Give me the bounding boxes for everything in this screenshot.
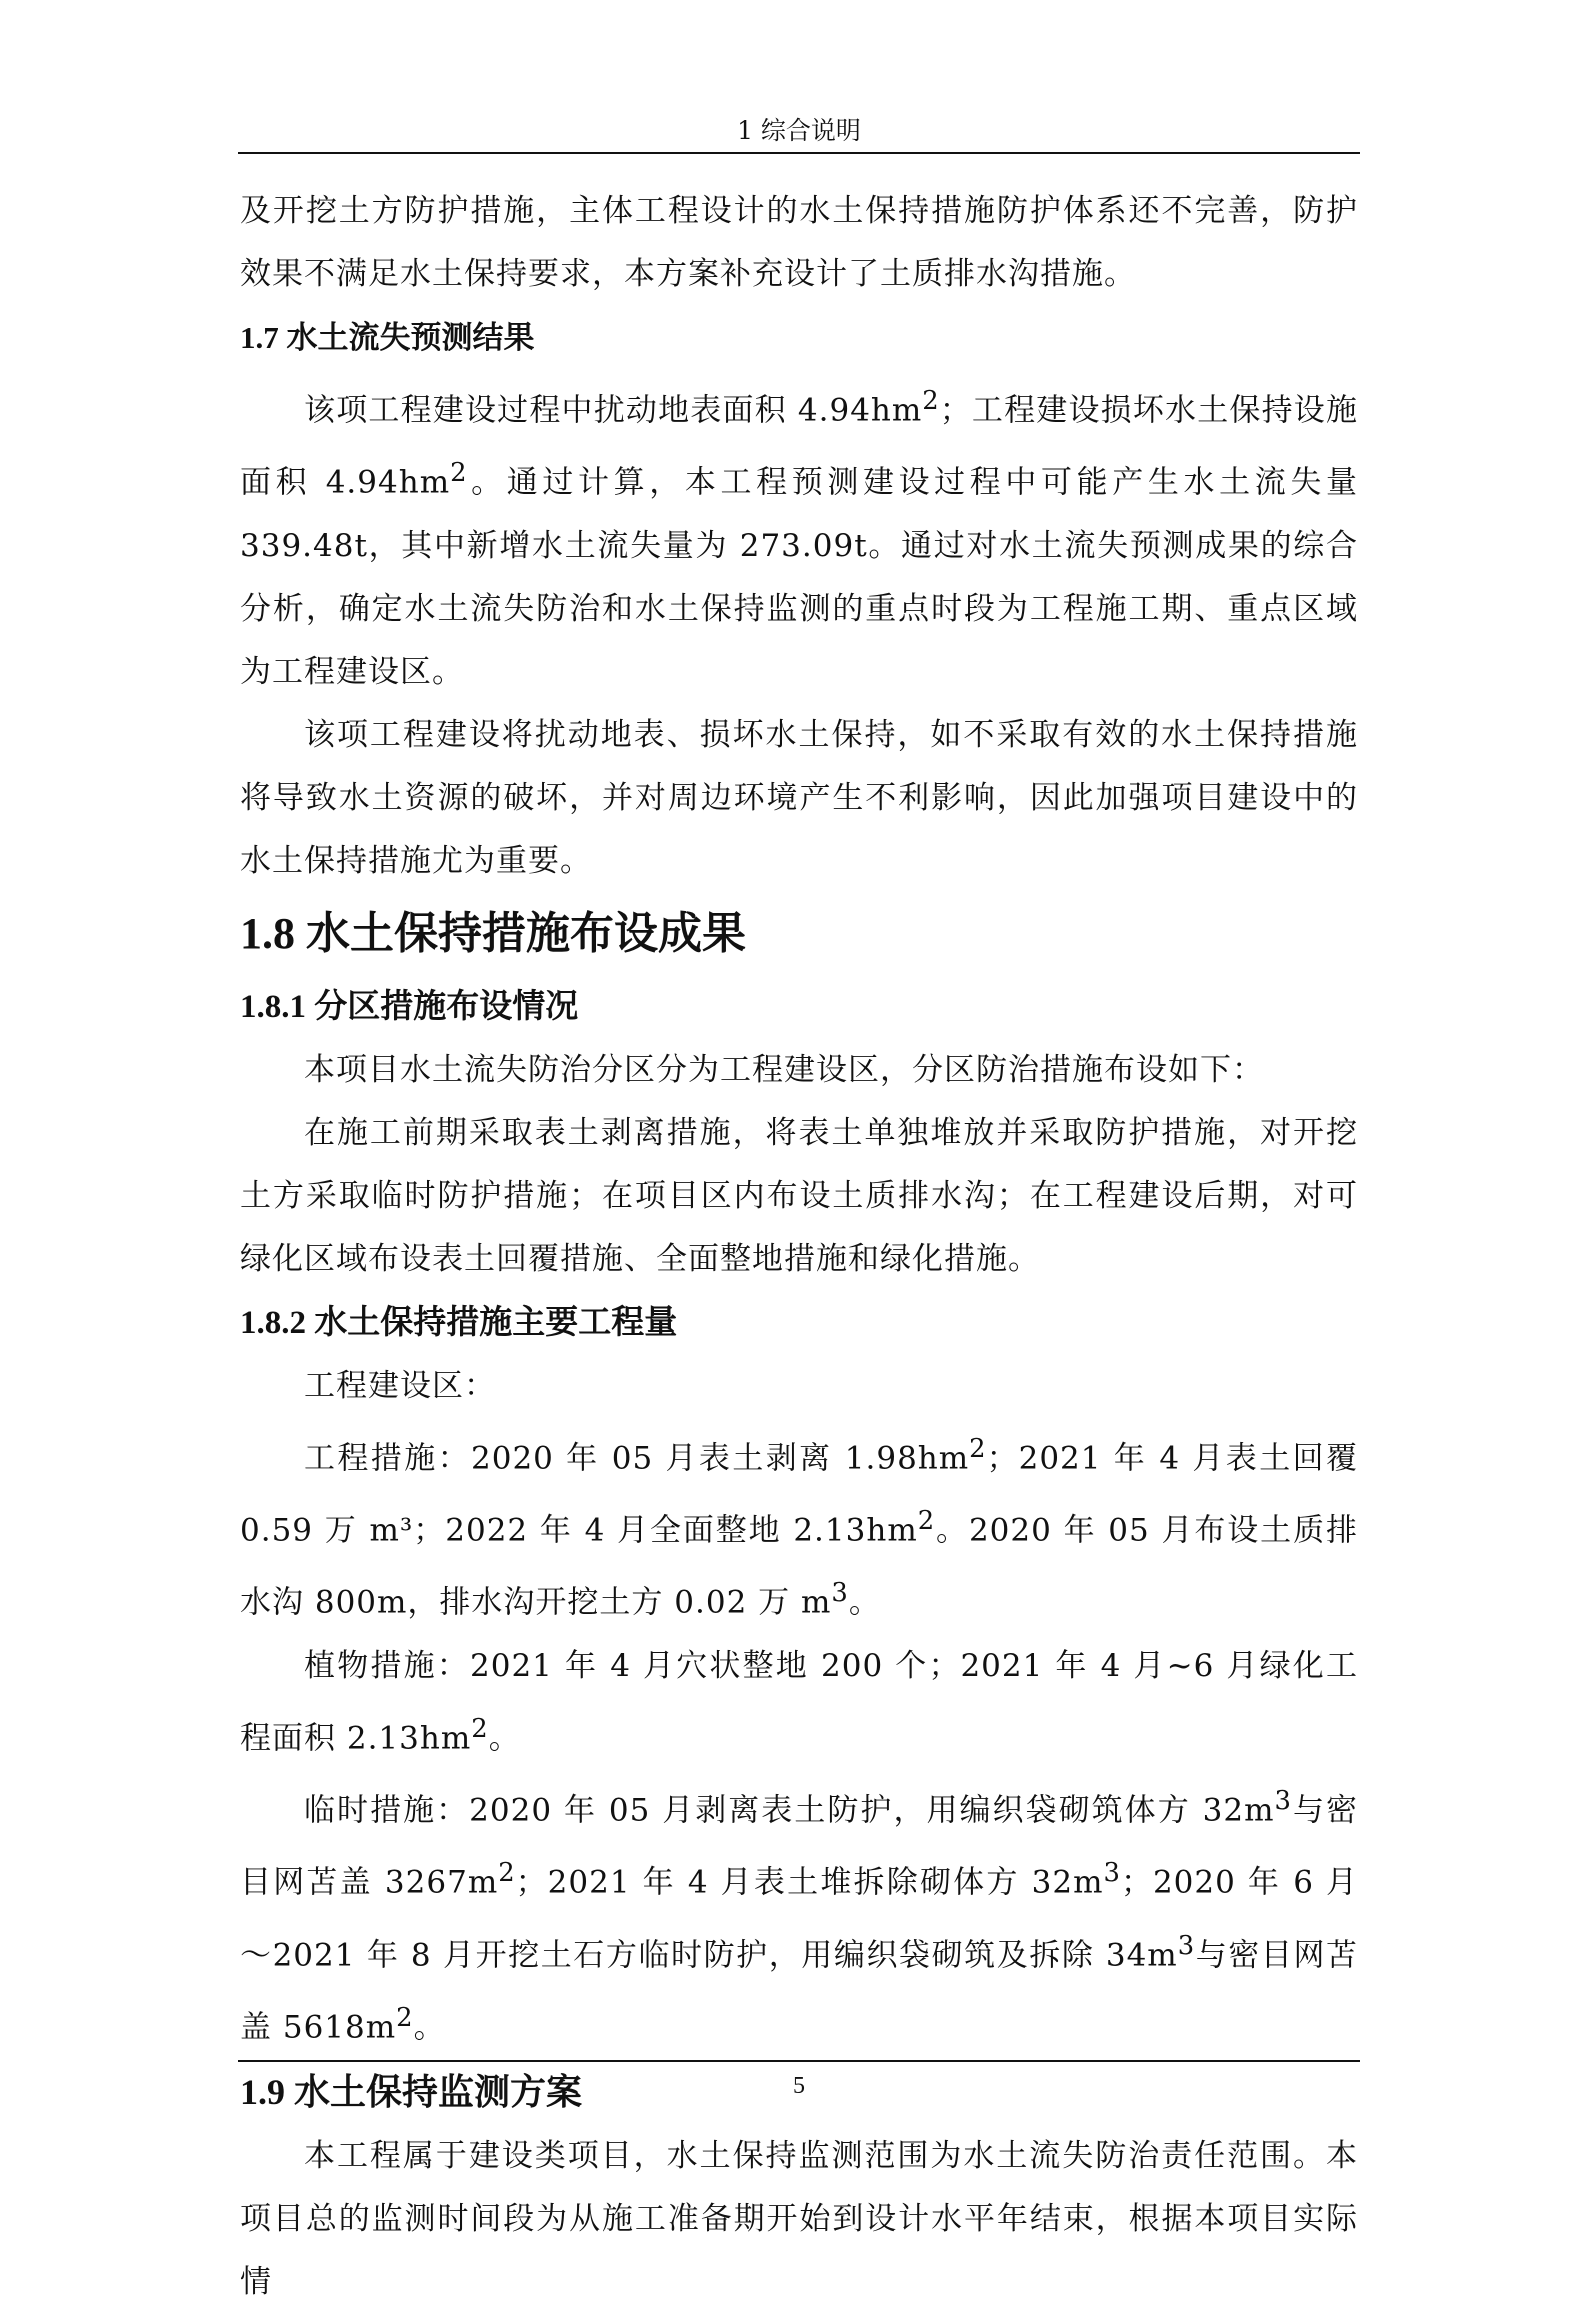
page-body: [240, 180, 1358, 2314]
paragraph-engineering-measures: [240, 1418, 1358, 1635]
text-run: 该项工程建设过程中扰动地表面积 4.94hm: [304, 392, 923, 429]
superscript: 2: [969, 1433, 987, 1464]
text-run: 植物措施：2021 年 4 月穴状整地 200 个；2021 年 4 月~6 月绿化工程面积 2.13hm: [240, 1647, 1358, 1756]
superscript: 2: [396, 2002, 414, 2033]
text-run: 工程措施：2020 年 05 月表土剥离 1.98hm: [304, 1439, 970, 1476]
paragraph-intro-continuation: 及开挖土方防护措施，主体工程设计的水土保持措施防护体系还不完善，防护效果不满足水土保持要求，本方案补充设计了土质排水沟措施。: [240, 193, 1358, 292]
text-run: 与密目网苫盖 5618m: [240, 1936, 1359, 2046]
page-number: 5: [793, 2073, 805, 2099]
superscript: 3: [831, 1578, 849, 1609]
heading-1-8: 1.8 水土保持措施布设成果: [240, 908, 746, 958]
text-run: 。2020 年 05 月布设土质排水沟 800m，排水沟开挖土方 0.02 万 m: [240, 1512, 1358, 1621]
paragraph-1-7-erosion-prediction: [240, 370, 1358, 704]
superscript: 2: [450, 458, 468, 489]
heading-1-8-2: 1.8.2 水土保持措施主要工程量: [240, 1304, 678, 1341]
paragraph-1-8-1-measures: 在施工前期采取表土剥离措施，将表土单独堆放并采取防护措施，对开挖土方采取临时防护措施；在项目区内布设土质排水沟；在工程建设后期，对可绿化区域布设表土回覆措施、全面整地措施和绿化措施。: [240, 1114, 1358, 1277]
text-run: 。: [413, 2009, 446, 2046]
paragraph-1-7-importance: 该项工程建设将扰动地表、损坏水土保持，如不采取有效的水土保持措施将导致水土资源的破坏，并对周边环境产生不利影响，因此加强项目建设中的水土保持措施尤为重要。: [240, 716, 1358, 879]
superscript: 3: [1177, 1930, 1196, 1961]
paragraph-1-9-monitoring: 本工程属于建设类项目，水土保持监测范围为水土流失防治责任范围。本项目总的监测时间段为从施工准备期开始到设计水平年结束，根据本项目实际情: [240, 2138, 1358, 2301]
superscript: 3: [1103, 1858, 1121, 1889]
superscript: 3: [1274, 1785, 1292, 1816]
text-run: ；2020 年 6 月～2021 年 8 月开挖土石方临时防护，用编织袋砌筑及拆除 34m: [240, 1864, 1358, 1973]
heading-1-7: 1.7 水土流失预测结果: [240, 320, 535, 355]
text-run: 。通过计算，本工程预测建设过程中可能产生水土流失量 339.48t，其中新增水土流失量为 273.09t。通过对水土流失预测成果的综合分析，确定水土流失防治和水土保持监测的重点时段为工程施工期、重点区域为工程建设区。: [240, 464, 1358, 690]
paragraph-1-8-1-zoning: 本项目水土流失防治分区分为工程建设区，分区防治措施布设如下：: [304, 1051, 1264, 1088]
text-run: 。: [488, 1719, 521, 1756]
heading-1-8-1: 1.8.1 分区措施布设情况: [240, 988, 579, 1025]
superscript: 2: [917, 1505, 936, 1536]
text-run: 与密目网苫盖 3267m: [240, 1792, 1358, 1901]
running-header: 1 综合说明: [737, 116, 861, 145]
paragraph-construction-zone: 工程建设区：: [304, 1367, 496, 1404]
header-divider: [238, 152, 1360, 154]
footer-divider: [238, 2060, 1360, 2062]
superscript: 2: [471, 1713, 489, 1744]
paragraph-temporary-measures: [240, 1770, 1358, 2059]
heading-1-9: 1.9 水土保持监测方案: [240, 2072, 583, 2113]
text-run: ；工程建设损坏水土保持设施面积 4.94hm: [240, 392, 1358, 501]
superscript: 2: [498, 1858, 516, 1889]
text-run: 。: [848, 1584, 881, 1621]
text-run: ；2021 年 4 月表土回覆 0.59 万 m³；2022 年 4 月全面整地 2.13hm: [240, 1439, 1358, 1549]
superscript: 2: [922, 386, 940, 416]
paragraph-vegetation-measures: [240, 1635, 1358, 1770]
text-run: 临时措施：2020 年 05 月剥离表土防护，用编织袋砌筑体方 32m: [304, 1792, 1275, 1829]
text-run: ；2021 年 4 月表土堆拆除砌体方 32m: [515, 1864, 1104, 1901]
